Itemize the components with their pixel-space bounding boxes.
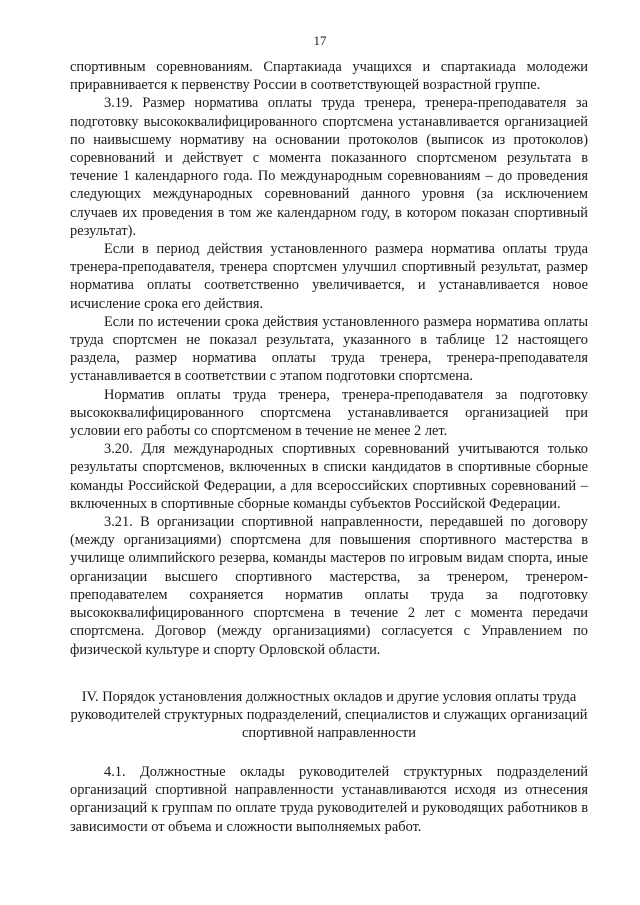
paragraph-4-1: 4.1. Должностные оклады руководителей структурных подразделений организаций спортивной направленности устанавливаются исходя из отнесения организаций к группам по оплате труда руководителей и руководящих работников в зависимости от объема и сложности выполняемых работ. [70,764,588,835]
paragraph-3-19: 3.19. Размер норматива оплаты труда тренера, тренера-преподавателя за подготовку высококвалифицированного спортсмена устанавливается организацией по наивысшему нормативу на основании протоколов (выписок из протоколов) соревнований и действует с момента показанного спортсменом результата в течение 1 календарного года. По международным соревнованиям – до проведения следующих международных соревнований данного уровня (за исключением случаев их проведения в том же календарном году, в котором показан спортивный результат). [70,95,588,239]
paragraph-3-21: 3.21. В организации спортивной направленности, передавшей по договору (между организациями) спортсмена для повышения спортивного мастерства в училище олимпийского резерва, команды мастеров по игровым видам спорта, иные организации высшего спортивного мастерства, за тренером, тренером-преподавателем сохраняется норматив оплаты труда за подготовку высококвалифицированного спортсмена в течение 2 лет с момента передачи спортсмена. Договор (между организациями) согласуется с Управлением по физической культуре и спорту Орловской области. [70,514,588,658]
paragraph-no-result: Если по истечении срока действия установленного размера норматива оплаты труда спортсмен не показал результата, указанного в таблице 12 настоящего раздела, размер норматива оплаты труда тренера, тренера-преподавателя устанавливается в соответствии с этапом подготовки спортсмена. [70,313,588,385]
section-heading: IV. Порядок установления должностных окладов и другие условия оплаты труда руководителей структурных подразделений, специалистов и служащих организаций спортивной направленности [70,689,588,742]
page-number: 17 [313,33,327,48]
paragraph-3-20: 3.20. Для международных спортивных соревнований учитываются только результаты спортсменов, включенных в списки кандидатов в спортивные сборные команды Российской Федерации, а для всероссийских спортивных соревнований – включенных в спортивные сборные команды субъектов Российской Федерации. [70,441,588,512]
paragraph-continuation: спортивным соревнованиям. Спартакиада учащихся и спартакиада молодежи приравнивается к первенству России в соответствующей возрастной группе. [70,59,588,94]
paragraph-two-years: Норматив оплаты труда тренера, тренера-преподавателя за подготовку высококвалифицированного спортсмена устанавливается организацией при условии его работы со спортсменом в течение не менее 2 лет. [70,386,588,440]
body-text [70,58,588,659]
section-text [70,763,588,836]
paragraph-improved-result: Если в период действия установленного размера норматива оплаты труда тренера-преподавателя, тренера спортсмен улучшил спортивный результат, размер норматива оплаты соответственно увеличивается, и устанавливается новое исчисление срока его действия. [70,241,588,312]
